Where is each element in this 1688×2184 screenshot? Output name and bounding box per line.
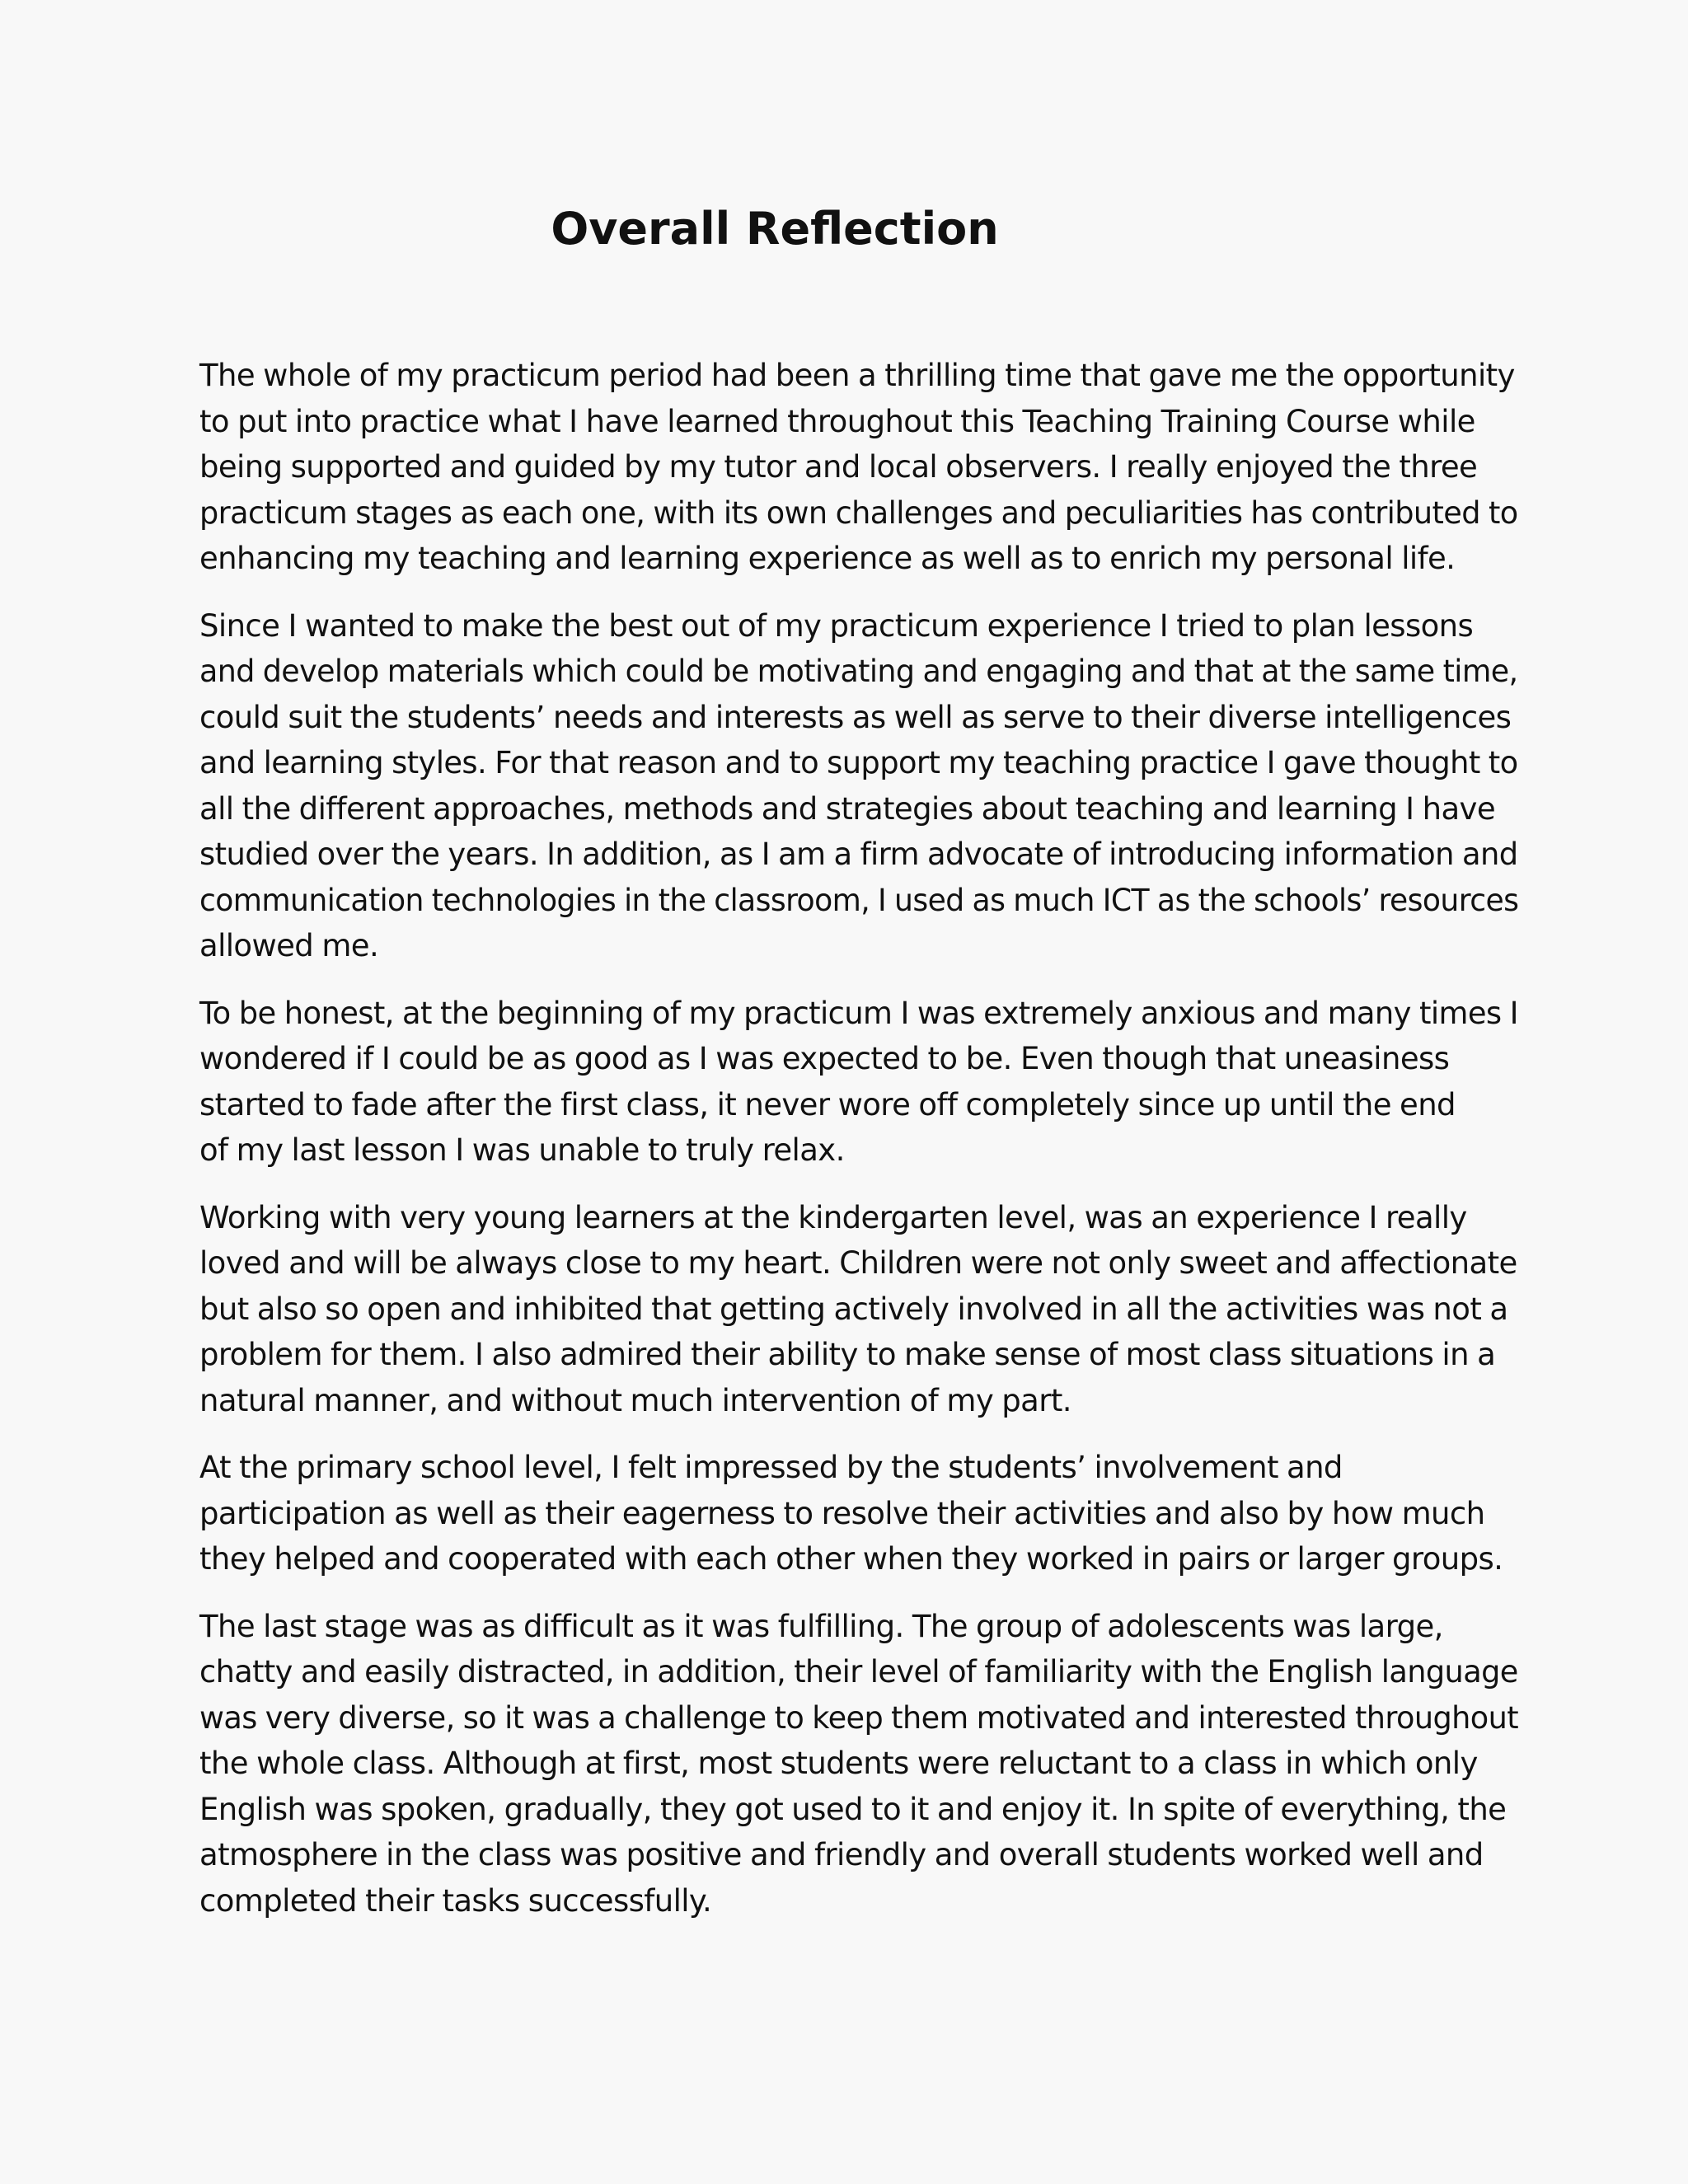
text-line: The last stage was as difficult as it was fulfilling. The group of adolescents was large, <box>199 1608 1443 1644</box>
paragraph <box>199 1445 1502 1582</box>
text-line: participation as well as their eagerness to resolve their activities and also by how much <box>199 1495 1485 1531</box>
text-line: was very diverse, so it was a challenge to keep them motivated and interested throughout <box>199 1699 1518 1736</box>
paragraph <box>199 603 1519 969</box>
text-line: Since I wanted to make the best out of my practicum experience I tried to plan lessons <box>199 607 1474 644</box>
paragraph <box>199 1604 1518 1924</box>
text-line: atmosphere in the class was positive and friendly and overall students worked well and <box>199 1837 1484 1872</box>
text-line: and learning styles. For that reason and to support my teaching practice I gave thought to <box>199 745 1518 780</box>
text-line: studied over the years. In addition, as I am a firm advocate of introducing information and <box>199 837 1518 872</box>
text-line: but also so open and inhibited that getting actively involved in all the activities was not a <box>199 1291 1508 1327</box>
text-line: At the primary school level, I felt impressed by the students’ involvement and <box>199 1450 1343 1485</box>
text-line: The whole of my practicum period had been a thrilling time that gave me the opportunity <box>199 358 1515 393</box>
text-line: the whole class. Although at first, most students were reluctant to a class in which only <box>199 1746 1478 1781</box>
text-line: allowed me. <box>199 928 379 963</box>
paragraph <box>199 991 1518 1174</box>
text-line: To be honest, at the beginning of my practicum I was extremely anxious and many times I <box>199 995 1518 1031</box>
text-line: and develop materials which could be motivating and engaging and that at the same time, <box>199 654 1518 689</box>
text-line: enhancing my teaching and learning experience as well as to enrich my personal life. <box>199 541 1456 576</box>
document-body <box>199 353 1519 1945</box>
text-line: all the different approaches, methods and strategies about teaching and learning I have <box>199 790 1496 827</box>
text-line: could suit the students’ needs and interests as well as serve to their diverse intelligences <box>199 699 1512 735</box>
text-line: chatty and easily distracted, in addition, their level of familiarity with the English language <box>199 1654 1518 1690</box>
page-title: Overall Reflection <box>551 203 999 255</box>
text-line: to put into practice what I have learned throughout this Teaching Training Course while <box>199 403 1475 439</box>
text-line: problem for them. I also admired their ability to make sense of most class situations in a <box>199 1337 1496 1372</box>
text-line: of my last lesson I was unable to truly relax. <box>199 1132 845 1168</box>
text-line: loved and will be always close to my heart. Children were not only sweet and affectionate <box>199 1245 1517 1281</box>
text-line: communication technologies in the classroom, I used as much ICT as the schools’ resources <box>199 882 1519 918</box>
paragraph <box>199 1195 1517 1424</box>
paragraph <box>199 353 1518 582</box>
text-line: wondered if I could be as good as I was expected to be. Even though that uneasiness <box>199 1041 1450 1076</box>
text-line: English was spoken, gradually, they got used to it and enjoy it. In spite of everything, the <box>199 1791 1507 1827</box>
text-line: natural manner, and without much intervention of my part. <box>199 1382 1071 1418</box>
text-line: Working with very young learners at the kindergarten level, was an experience I really <box>199 1199 1467 1235</box>
text-line: started to fade after the first class, it never wore off completely since up until the end <box>199 1086 1456 1122</box>
text-line: they helped and cooperated with each other when they worked in pairs or larger groups. <box>199 1541 1503 1577</box>
text-line: completed their tasks successfully. <box>199 1882 712 1919</box>
text-line: being supported and guided by my tutor and local observers. I really enjoyed the three <box>199 449 1478 485</box>
text-line: practicum stages as each one, with its own challenges and peculiarities has contributed to <box>199 494 1518 531</box>
